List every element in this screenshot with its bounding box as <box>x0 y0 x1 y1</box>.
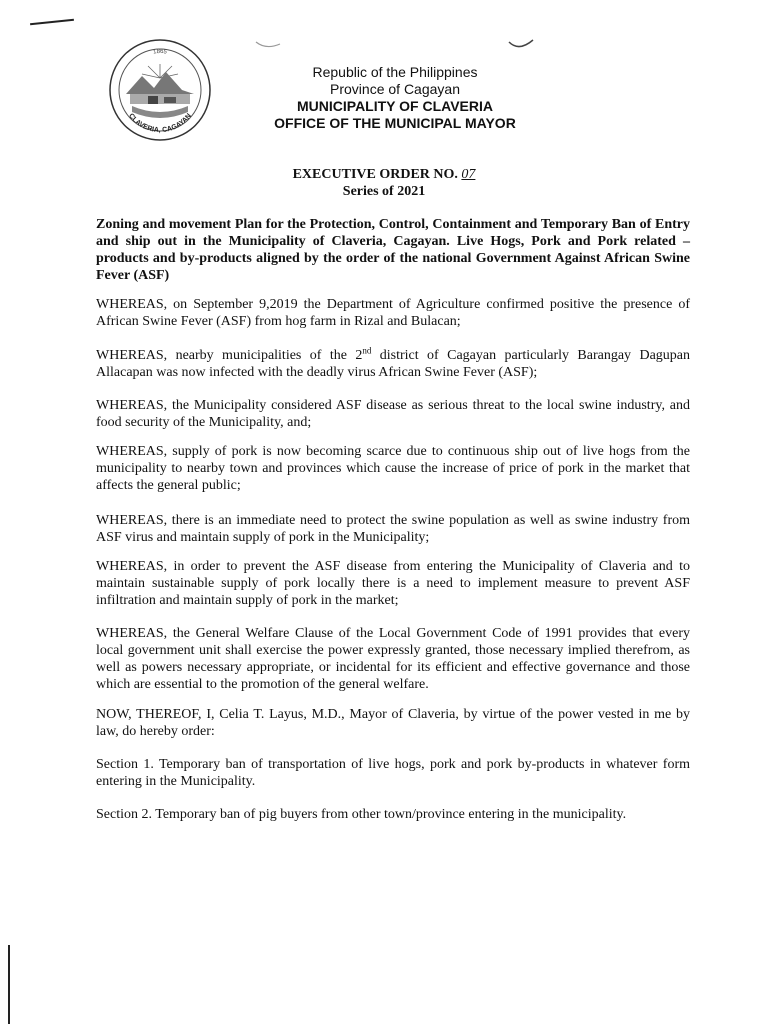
whereas-paragraph-2-part-a: WHEREAS, nearby municipalities of the 2 <box>96 348 363 363</box>
whereas-paragraph-3: WHEREAS, the Municipality considered ASF disease as serious threat to the local swine industry, and food security of the Municipality, and; <box>96 398 690 430</box>
letterhead-province: Province of Cagayan <box>330 81 460 97</box>
mayor-order-paragraph: NOW, THEREOF, I, Celia T. Layus, M.D., Mayor of Claveria, by virtue of the power vested in me by law, do hereby order: <box>96 707 690 739</box>
order-number-line <box>0 166 768 183</box>
ordinal-suffix: nd <box>362 345 372 356</box>
scan-mark-left-edge <box>8 945 10 1024</box>
section-2: Section 2. Temporary ban of pig buyers from other town/province entering in the municipality. <box>96 807 627 822</box>
order-number: 07 <box>461 167 476 182</box>
svg-text:1865 <box>153 49 168 56</box>
order-series: Series of 2021 <box>342 184 426 199</box>
letterhead <box>240 64 550 132</box>
whereas-paragraph-5: WHEREAS, there is an immediate need to protect the swine population as well as swine industry from ASF virus and maintain supply of pork in the Municipality; <box>96 513 690 545</box>
order-subject: Zoning and movement Plan for the Protection, Control, Containment and Temporary Ban of Entry and ship out in the Municipality of Claveria, Cagayan. Live Hogs, Pork and Pork related – products and by-products aligned by the order of the national Government Against African Swine Fever (ASF) <box>96 217 690 283</box>
scan-mark-top-center <box>254 40 284 52</box>
seal-text: CLAVERIA, CAGAYAN <box>127 112 193 135</box>
whereas-paragraph-6: WHEREAS, in order to prevent the ASF disease from entering the Municipality of Claveria and to maintain sustainable supply of pork locally there is a need to implement measure to prevent ASF infiltration and maintain supply of pork in the market; <box>96 559 690 608</box>
scan-mark-top-right <box>507 38 537 52</box>
whereas-paragraph-1: WHEREAS, on September 9,2019 the Department of Agriculture confirmed positive the presence of African Swine Fever (ASF) from hog farm in Rizal and Bulacan; <box>96 297 690 329</box>
whereas-paragraph-4: WHEREAS, supply of pork is now becoming scarce due to continuous ship out of live hogs from the municipality to nearby town and provinces which cause the increase of price of pork in the market that affects the general public; <box>96 444 690 493</box>
letterhead-office: OFFICE OF THE MUNICIPAL MAYOR <box>274 115 516 131</box>
order-title-prefix: EXECUTIVE ORDER NO. <box>292 167 458 182</box>
whereas-paragraph-7: WHEREAS, the General Welfare Clause of the Local Government Code of 1991 provides that every local government unit shall exercise the power expressly granted, those necessary implied therefrom, as well as powers necessary appropriate, or incidental for its efficient and effective governance and those which are essential to the promotion of the general welfare. <box>96 626 690 692</box>
municipal-seal <box>108 38 212 142</box>
letterhead-municipality: MUNICIPALITY OF CLAVERIA <box>297 98 493 114</box>
section-1: Section 1. Temporary ban of transportation of live hogs, pork and pork by-products in whatever form entering in the Municipality. <box>96 757 690 789</box>
scan-mark-top-left <box>30 19 74 26</box>
whereas-paragraph-2 <box>96 347 690 381</box>
seal-year: 1865 <box>152 48 168 56</box>
letterhead-country: Republic of the Philippines <box>312 64 478 80</box>
order-title <box>0 166 768 200</box>
whereas-paragraph-2-part-b: district of Cagayan particularly Barangay Dagupan Allacapan was now infected with the deadly virus African Swine Fever (ASF); <box>96 348 690 380</box>
